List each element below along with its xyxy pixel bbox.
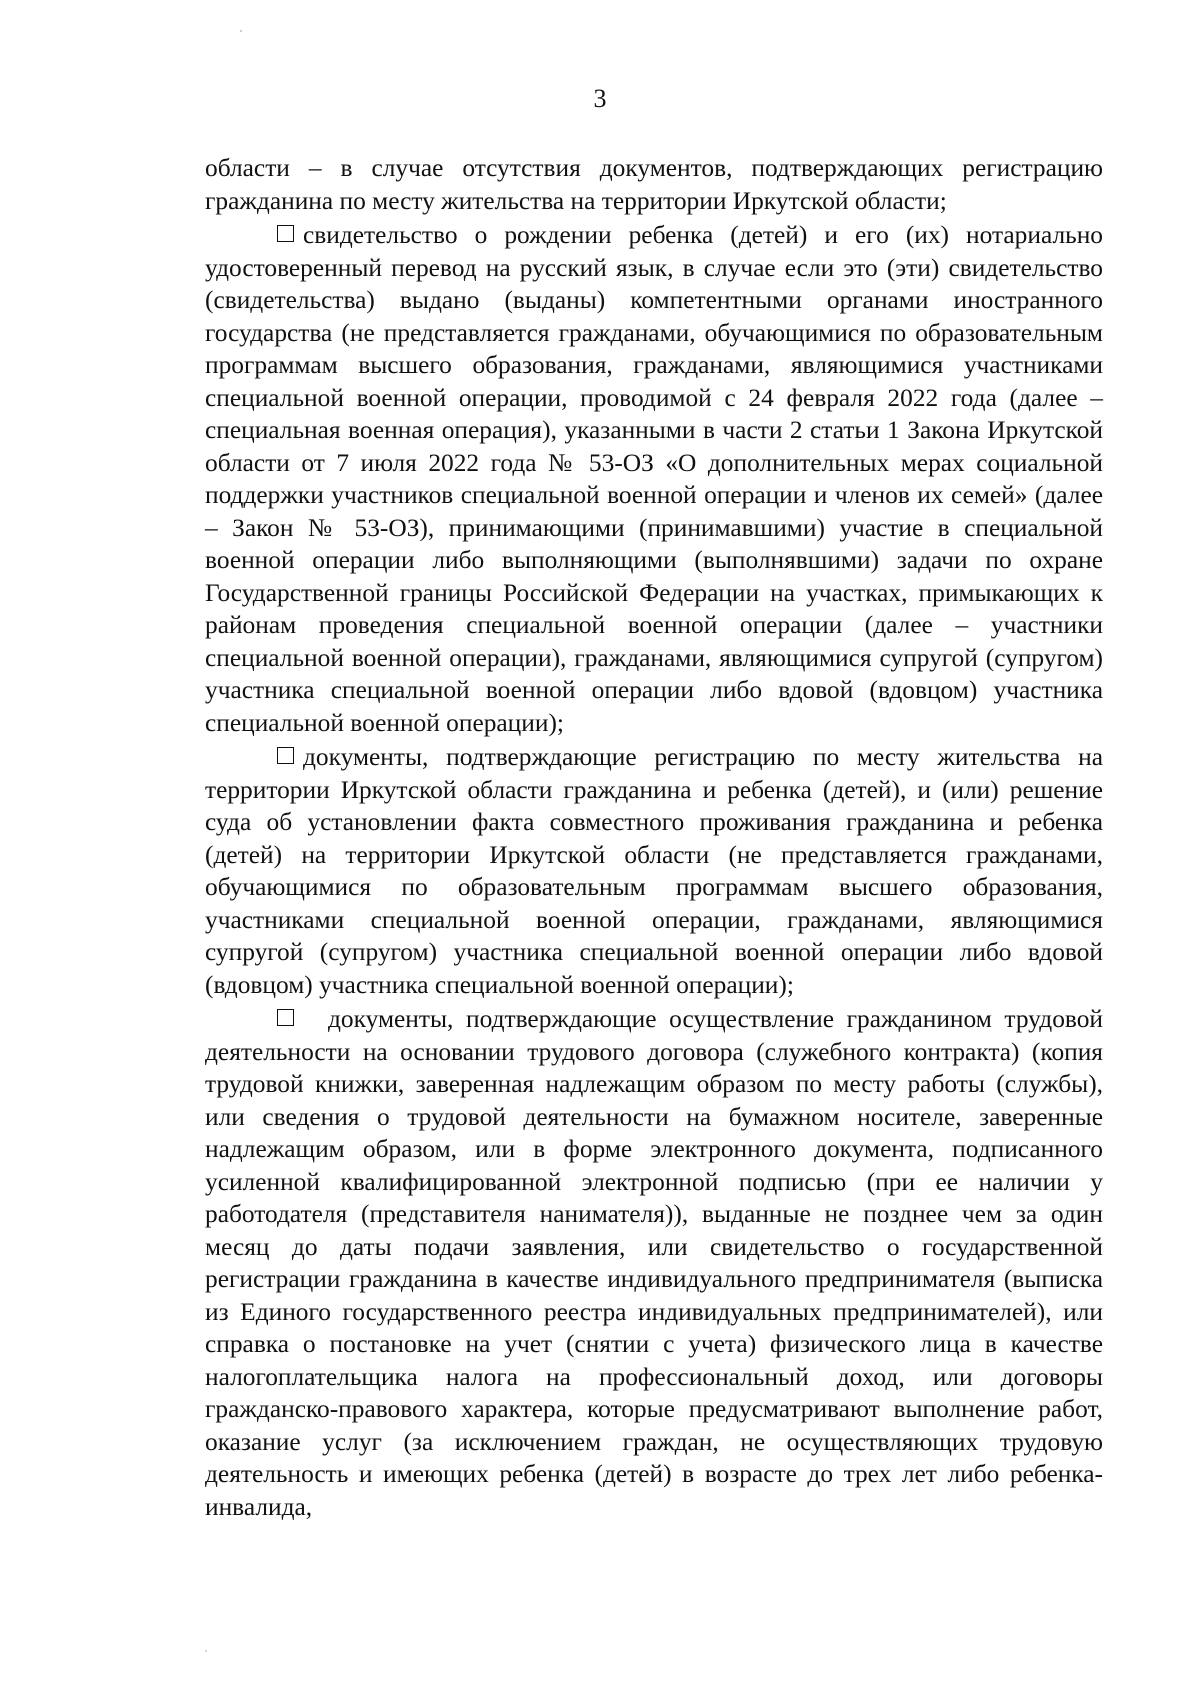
paragraph-residence-documents (205, 741, 1103, 1001)
paragraph-birth-certificate (205, 219, 1103, 739)
paragraph-employment-documents (205, 1003, 1103, 1523)
scan-speck (205, 1650, 207, 1652)
page-number: 3 (593, 84, 607, 113)
paragraph-text: документы, подтверждающие осуществление гражданином трудовой деятельности на основании трудового договора (служебного контракта) (копия трудовой книжки, заверенная надлежащим образом по месту работы (службы), или сведения о трудовой деятельности на бумажном носителе, заверенные надлежащим образом, или в форме электронного документа, подписанного усиленной квалифицированной электронной подписью (при ее наличии у работодателя (представителя нанимателя)), выданные не позднее чем за один месяц до даты подачи заявления, или свидетельство о государственной регистрации гражданина в качестве индивидуального предпринимателя (выписка из Единого государственного реестра индивидуальных предпринимателей), или справка о постановке на учет (снятии с учета) физического лица в качестве налогоплательщика налога на профессиональный доход, или договоры гражданско-правового характера, которые предусматривают выполнение работ, оказание услуг (за исключением граждан, не осуществляющих трудовую деятельность и имеющих ребенка (детей) в возрасте до трех лет либо ребенка-инвалида, (205, 1005, 1103, 1521)
paragraph-text: свидетельство о рождении ребенка (детей) и его (их) нотариально удостоверенный перевод на русский язык, в случае если это (эти) свидетельство (свидетельства) выдано (выданы) компетентными органами иностранного государства (не представляется гражданами, обучающимися по образовательным программам высшего образования, гражданами, являющимися участниками специальной военной операции, проводимой с 24 февраля 2022 года (далее – специальная военная операция), указанными в части 2 статьи 1 Закона Иркутской области от 7 июля 2022 года № 53-ОЗ «О дополнительных мерах социальной поддержки участников специальной военной операции и членов их семей» (далее – Закон № 53-ОЗ), принимающими (принимавшими) участие в специальной военной операции либо выполняющими (выполнявшими) задачи по охране Государственной границы Российской Федерации на участках, примыкающих к районам проведения специальной военной операции (далее – участники специальной военной операции), гражданами, являющимися супругой (супругом) участника специальной военной операции либо вдовой (вдовцом) участника специальной военной операции); (205, 221, 1103, 737)
paragraph-text: области – в случае отсутствия документов, подтверждающих регистрацию гражданина по месту жительства на территории Иркутской области; (205, 154, 1103, 215)
document-body (205, 152, 1103, 1525)
paragraph-text: документы, подтверждающие регистрацию по месту жительства на территории Иркутской области гражданина и ребенка (детей), и (или) решение суда об установлении факта совместного проживания гражданина и ребенка (детей) на территории Иркутской области (не представляется гражданами, обучающимися по образовательным программам высшего образования, участниками специальной военной операции, гражданами, являющимися супругой (супругом) участника специальной военной операции либо вдовой (вдовцом) участника специальной военной операции); (205, 743, 1103, 999)
checkbox-icon (277, 225, 294, 242)
scan-speck (240, 30, 242, 32)
checkbox-icon (277, 747, 294, 764)
paragraph-continuation (205, 152, 1103, 217)
checkbox-icon (277, 1009, 294, 1026)
